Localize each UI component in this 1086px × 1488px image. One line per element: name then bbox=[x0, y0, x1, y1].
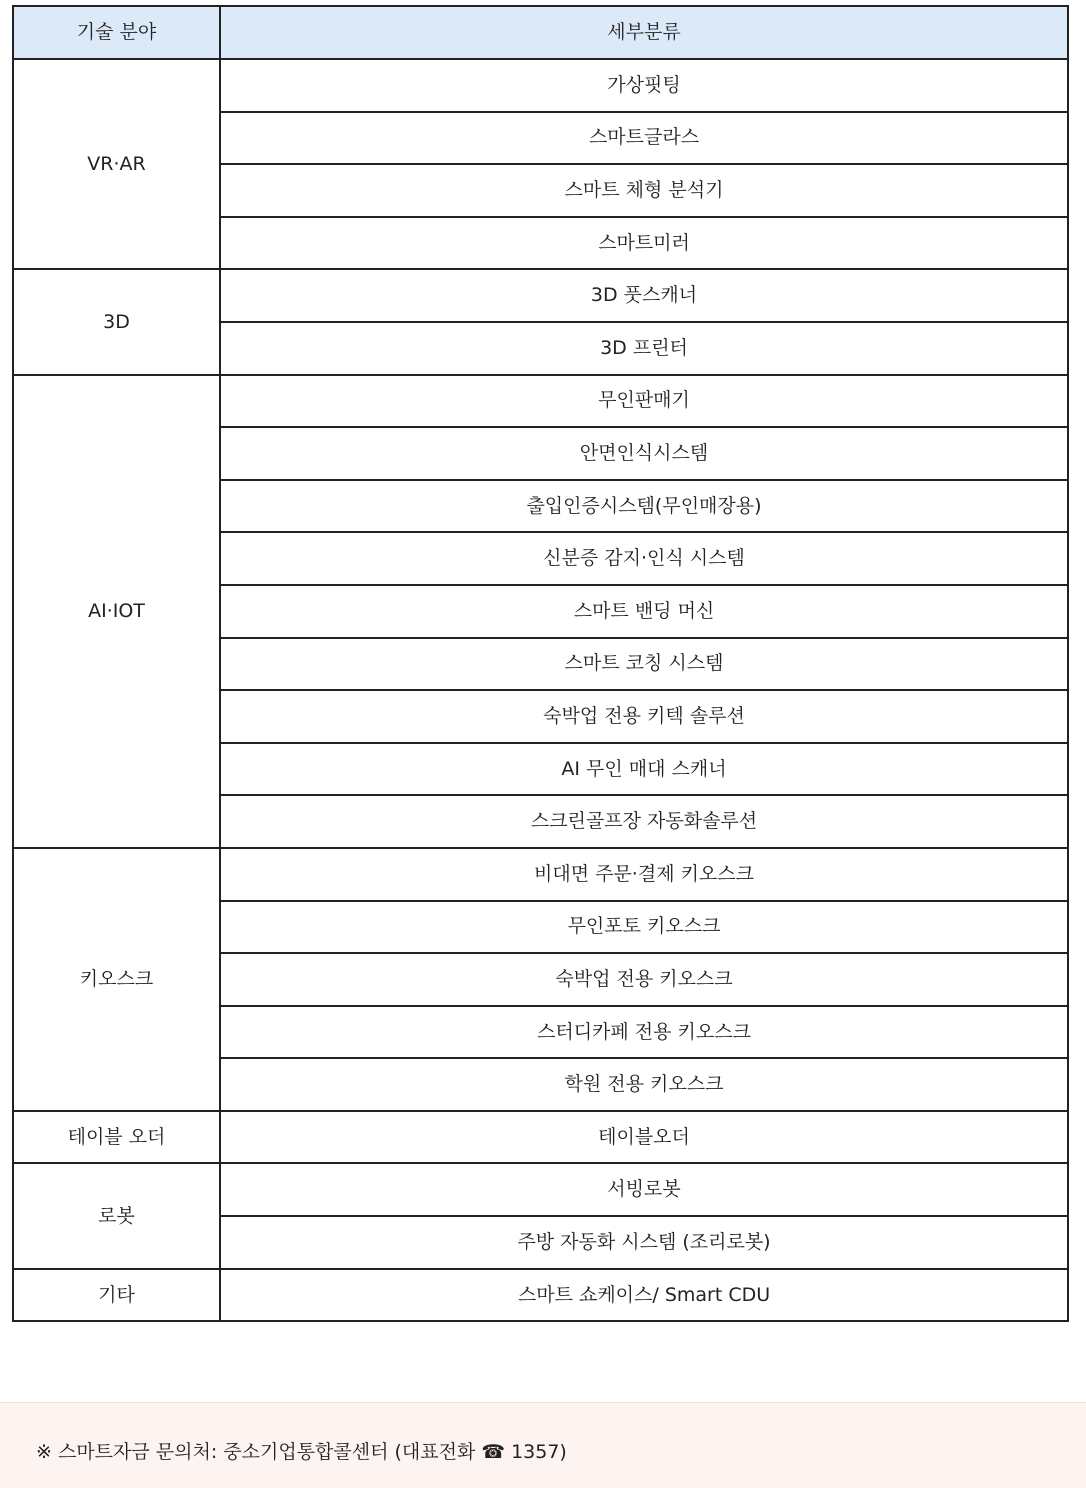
subcategory-cell: 서빙로봇 bbox=[220, 1163, 1068, 1216]
header-field: 기술 분야 bbox=[13, 6, 220, 59]
field-cell: 로봇 bbox=[13, 1163, 220, 1268]
subcategory-cell: 3D 풋스캐너 bbox=[220, 269, 1068, 322]
table-row bbox=[13, 1163, 1068, 1216]
table-header-row bbox=[13, 6, 1068, 59]
subcategory-cell: 숙박업 전용 키오스크 bbox=[220, 953, 1068, 1006]
subcategory-cell: 무인판매기 bbox=[220, 375, 1068, 428]
subcategory-cell: 숙박업 전용 키텍 솔루션 bbox=[220, 690, 1068, 743]
contact-note-text: ※ 스마트자금 문의처: 중소기업통합콜센터 (대표전화 ☎ 1357) bbox=[36, 1441, 567, 1463]
subcategory-cell: 신분증 감지·인식 시스템 bbox=[220, 532, 1068, 585]
subcategory-cell: 비대면 주문·결제 키오스크 bbox=[220, 848, 1068, 901]
subcategory-cell: 스마트 밴딩 머신 bbox=[220, 585, 1068, 638]
subcategory-cell: 출입인증시스템(무인매장용) bbox=[220, 480, 1068, 533]
field-cell: VR·AR bbox=[13, 59, 220, 269]
subcategory-cell: 학원 전용 키오스크 bbox=[220, 1058, 1068, 1111]
field-cell: 키오스크 bbox=[13, 848, 220, 1111]
subcategory-cell: 주방 자동화 시스템 (조리로봇) bbox=[220, 1216, 1068, 1269]
table-row bbox=[13, 1269, 1068, 1322]
subcategory-cell: 스마트 체형 분석기 bbox=[220, 164, 1068, 217]
table-body bbox=[13, 59, 1068, 1321]
subcategory-cell: 스마트미러 bbox=[220, 217, 1068, 270]
field-cell: AI·IOT bbox=[13, 375, 220, 848]
subcategory-cell: AI 무인 매대 스캐너 bbox=[220, 743, 1068, 796]
table-row bbox=[13, 59, 1068, 112]
table-row bbox=[13, 848, 1068, 901]
subcategory-cell: 스크린골프장 자동화솔루션 bbox=[220, 795, 1068, 848]
subcategory-cell: 가상핏팅 bbox=[220, 59, 1068, 112]
subcategory-cell: 안면인식시스템 bbox=[220, 427, 1068, 480]
subcategory-cell: 무인포토 키오스크 bbox=[220, 901, 1068, 954]
subcategory-cell: 스마트글라스 bbox=[220, 112, 1068, 165]
header-subcategory: 세부분류 bbox=[220, 6, 1068, 59]
subcategory-cell: 스마트 코칭 시스템 bbox=[220, 638, 1068, 691]
field-cell: 기타 bbox=[13, 1269, 220, 1322]
contact-note-box bbox=[0, 1402, 1086, 1488]
table-row bbox=[13, 375, 1068, 428]
subcategory-cell: 테이블오더 bbox=[220, 1111, 1068, 1164]
tech-category-table bbox=[12, 5, 1069, 1322]
field-cell: 테이블 오더 bbox=[13, 1111, 220, 1164]
table-row bbox=[13, 1111, 1068, 1164]
subcategory-cell: 3D 프린터 bbox=[220, 322, 1068, 375]
table-row bbox=[13, 269, 1068, 322]
subcategory-cell: 스터디카페 전용 키오스크 bbox=[220, 1006, 1068, 1059]
subcategory-cell: 스마트 쇼케이스/ Smart CDU bbox=[220, 1269, 1068, 1322]
field-cell: 3D bbox=[13, 269, 220, 374]
